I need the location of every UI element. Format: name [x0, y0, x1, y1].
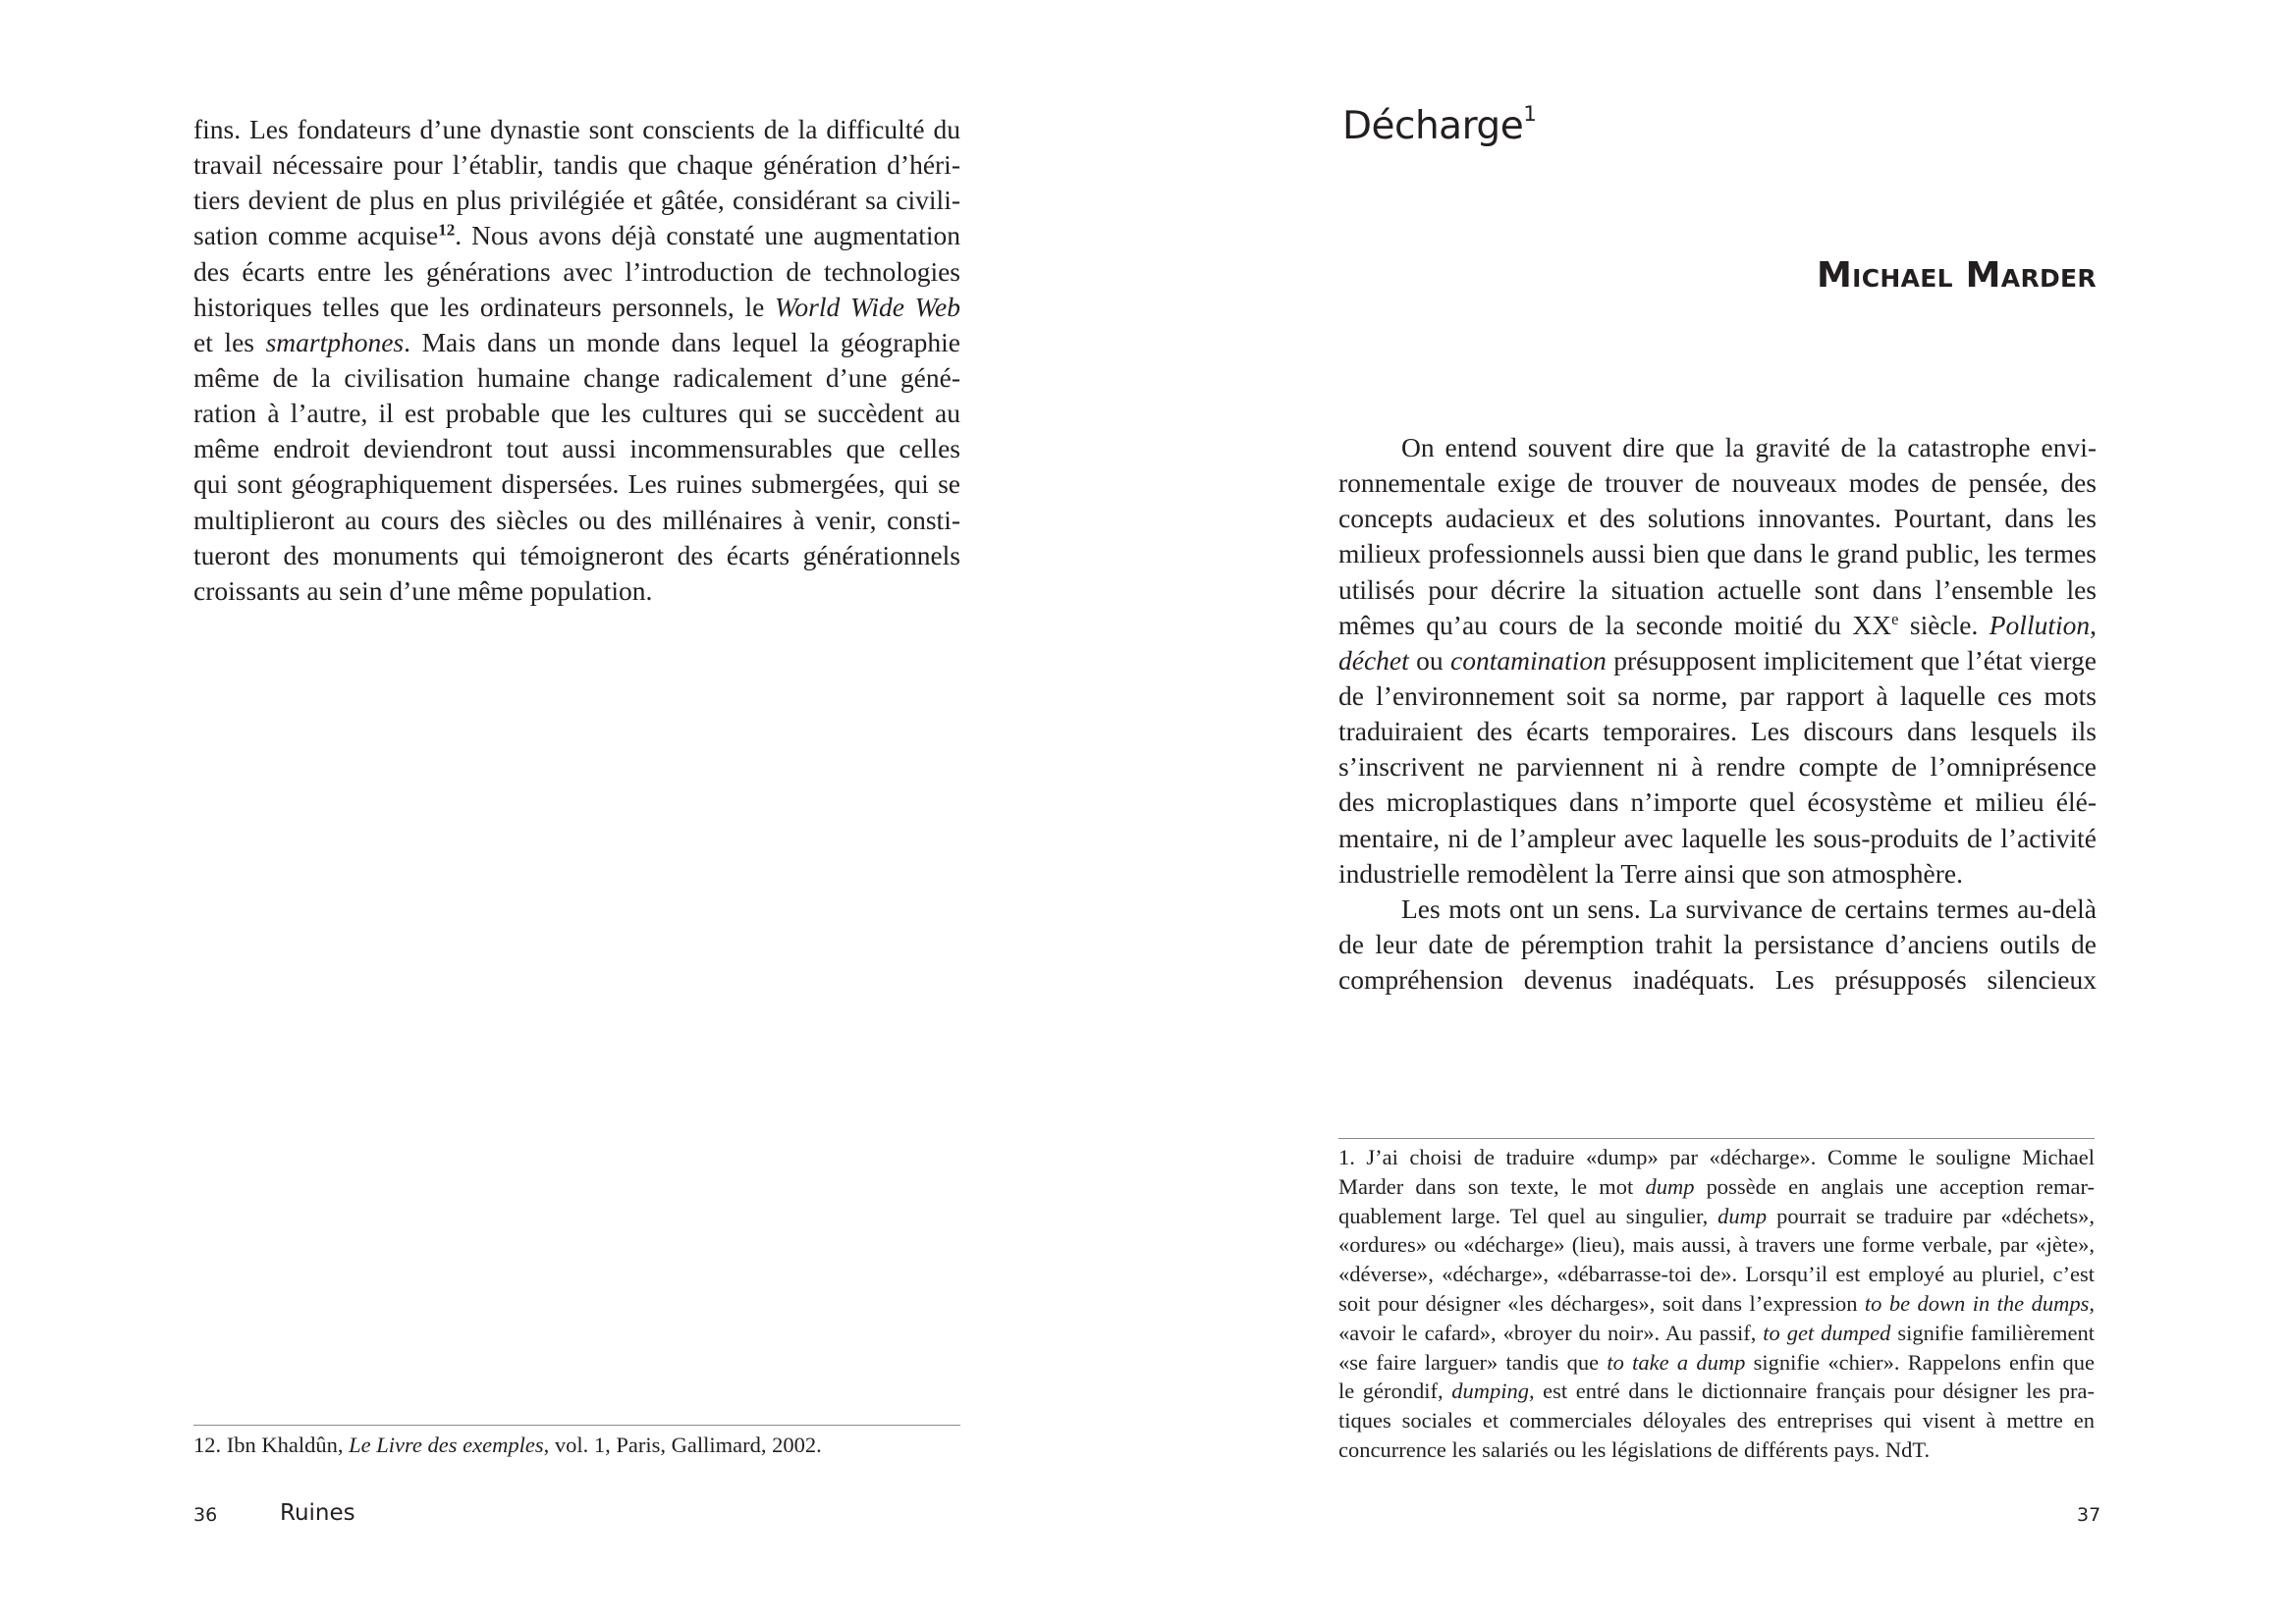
- page-number-right: 37: [2077, 1504, 2101, 1526]
- text-line: [193, 573, 960, 609]
- text-segment: ,: [2090, 609, 2097, 640]
- text-segment: ronnementale exige de trouver de nouveaux modes de pensée, des: [1338, 467, 2097, 499]
- text-segment: Marder dans son texte, le mot: [1338, 1173, 1646, 1199]
- text-segment: de leur date de péremption trahit la persistance d’anciens outils de: [1338, 928, 2097, 959]
- text-segment: présupposent implicitement que l’état vierge: [1606, 644, 2098, 676]
- right-body-text: [1338, 430, 2097, 998]
- text-line: [193, 466, 960, 502]
- text-segment: siècle.: [1898, 609, 1989, 640]
- text-segment: tiques sociales et commerciales déloyales des entreprises qui visent à mettre en: [1338, 1408, 2095, 1434]
- text-line: [193, 538, 960, 573]
- text-segment: est entré dans le dictionnaire français pour désigner les pra-: [1534, 1379, 2095, 1404]
- text-segment: 12. Ibn Khaldûn,: [193, 1433, 350, 1457]
- text-line: [1338, 1348, 2095, 1378]
- text-segment: le gérondif,: [1338, 1379, 1452, 1404]
- text-line: [1338, 927, 2097, 962]
- italic-text: World Wide Web: [775, 291, 960, 322]
- text-segment: signifie «chier». Rappelons enfin que: [1745, 1349, 2095, 1375]
- text-line: [1338, 501, 2097, 536]
- text-segment: «déverse», «décharge», «débarrasse-toi de». Lorsqu’il est employé au pluriel, c’est: [1338, 1262, 2095, 1287]
- text-segment: possède en anglais une acception remar-: [1694, 1173, 2095, 1199]
- text-segment: , vol. 1, Paris, Gallimard, 2002.: [543, 1433, 822, 1457]
- text-segment: industrielle remodèlent la Terre ainsi que son atmosphère.: [1338, 857, 1963, 889]
- italic-text: dump: [1645, 1173, 1695, 1199]
- text-segment: de l’environnement soit sa norme, par rapport à laquelle ces mots: [1338, 679, 2097, 711]
- text-line: [193, 147, 960, 183]
- text-line: [1338, 785, 2097, 820]
- superscript: e: [1891, 609, 1899, 628]
- text-segment: «avoir le cafard», «broyer du noir». Au passif,: [1338, 1320, 1764, 1345]
- text-segment: ration à l’autre, il est probable que les cultures qui se succèdent au: [193, 398, 960, 429]
- italic-text: to take a dump: [1607, 1349, 1746, 1375]
- text-line: [1338, 1260, 2095, 1289]
- running-head: Ruines: [280, 1500, 355, 1526]
- text-line: [193, 254, 960, 290]
- text-line: [193, 431, 960, 466]
- text-segment: tiers devient de plus en plus privilégiée et gâtée, considérant sa civili-: [193, 185, 960, 216]
- text-line: [193, 503, 960, 538]
- text-segment: signifie familièrement: [1890, 1320, 2095, 1345]
- text-segment: et les: [193, 326, 266, 357]
- text-line: [1338, 1230, 2095, 1260]
- text-segment: traduiraient des écarts temporaires. Les discours dans lesquels ils: [1338, 716, 2097, 747]
- text-segment: même endroit deviendront tout aussi incommensurables que celles: [193, 433, 960, 464]
- italic-text: Pollution: [1989, 609, 2091, 640]
- right-footnote-rule: [1338, 1138, 2095, 1139]
- text-line: [1338, 821, 2097, 856]
- text-segment: s’inscrivent ne parviennent ni à rendre compte de l’omniprésence: [1338, 751, 2097, 783]
- text-segment: travail nécessaire pour l’établir, tandis que chaque génération d’héri-: [193, 149, 960, 181]
- text-line: [193, 183, 960, 218]
- text-line: [1338, 678, 2097, 714]
- italic-text: dumping,: [1451, 1379, 1535, 1404]
- text-segment: Les mots ont un sens. La survivance de certains termes au-delà: [1401, 893, 2097, 924]
- text-line: [1338, 572, 2097, 608]
- text-segment: ou: [1408, 644, 1451, 676]
- left-footnote-rule: [193, 1425, 960, 1426]
- text-segment: «se faire larguer» tandis que: [1338, 1349, 1608, 1375]
- superscript: 12: [438, 221, 456, 241]
- text-segment: concepts audacieux et des solutions innovantes. Pourtant, dans les: [1338, 503, 2097, 534]
- italic-text: Le Livre des exemples: [349, 1433, 544, 1457]
- text-segment: qui sont géographiquement dispersées. Les ruines submergées, qui se: [193, 468, 960, 500]
- page-number-left: 36: [193, 1504, 218, 1526]
- text-segment: tueront des monuments qui témoigneront des écarts générationnels: [193, 539, 960, 570]
- text-line: [1338, 465, 2097, 501]
- text-line: [1338, 892, 2097, 927]
- text-segment: fins. Les fondateurs d’une dynastie sont conscients de la difficulté du: [193, 114, 960, 144]
- left-footnote: [193, 1431, 960, 1460]
- text-line: [1338, 643, 2097, 678]
- text-line: [1338, 536, 2097, 571]
- text-line: [1338, 1289, 2095, 1319]
- text-segment: utilisés pour décrire la situation actuelle sont dans l’ensemble les: [1338, 573, 2097, 605]
- chapter-title: [1342, 101, 1537, 148]
- text-segment: concurrence les salariés ou les législations de différents pays. NdT.: [1338, 1436, 1931, 1462]
- text-segment: «ordures» ou «décharge» (lieu), mais aussi, à travers une forme verbale, par «jète»,: [1338, 1232, 2095, 1258]
- text-line: [1338, 1435, 2095, 1465]
- text-line: [193, 360, 960, 396]
- text-segment: des écarts entre les générations avec l’introduction de technologies: [193, 255, 960, 287]
- left-body-text: [193, 112, 960, 609]
- text-segment: des microplastiques dans n’importe quel écosystème et milieu élé-: [1338, 786, 2097, 818]
- text-line: [1338, 1377, 2095, 1406]
- text-line: [193, 290, 960, 325]
- text-segment: 1. J’ai choisi de traduire «dump» par «décharge». Comme le souligne Michael: [1338, 1145, 2095, 1169]
- text-segment: mêmes qu’au cours de la seconde moitié du XX: [1338, 609, 1892, 640]
- chapter-author: Michael Marder: [1817, 255, 2097, 296]
- right-footnote: [1338, 1143, 2095, 1465]
- right-page: [1144, 0, 2289, 1624]
- chapter-title-text: Décharge: [1342, 104, 1524, 148]
- text-segment: même de la civilisation humaine change radicalement d’une géné-: [193, 361, 960, 393]
- text-segment: croissants au sein d’une même population.: [193, 574, 653, 606]
- text-line: [193, 325, 960, 360]
- text-segment: sation comme acquise: [193, 220, 439, 251]
- text-segment: . Nous avons déjà constaté une augmentation: [455, 220, 960, 251]
- text-segment: soit pour désigner «les décharges», soit dans l’expression: [1338, 1290, 1865, 1316]
- text-segment: . Mais dans un monde dans lequel la géographie: [404, 326, 960, 357]
- italic-text: smartphones: [265, 326, 405, 357]
- text-line: [193, 218, 960, 253]
- title-footnote-marker: 1: [1523, 101, 1537, 127]
- text-line: [1338, 608, 2097, 643]
- italic-text: contamination: [1450, 644, 1607, 676]
- text-segment: milieux professionnels aussi bien que dans le grand public, les termes: [1338, 538, 2097, 569]
- text-line: [193, 396, 960, 431]
- text-line: [1338, 749, 2097, 785]
- text-segment: multiplieront au cours des siècles ou des millénaires à venir, consti-: [193, 504, 960, 535]
- text-line: [1338, 1406, 2095, 1435]
- left-page: [0, 0, 1144, 1624]
- text-line: [1338, 1143, 2095, 1172]
- italic-text: déchet: [1338, 644, 1409, 676]
- text-segment: ,: [2089, 1290, 2095, 1316]
- text-line: [193, 112, 960, 147]
- italic-text: to be down in the dumps: [1864, 1290, 2090, 1316]
- text-line: [1338, 714, 2097, 749]
- text-line: [1338, 1172, 2095, 1202]
- text-line: [1338, 962, 2097, 998]
- text-line: [1338, 430, 2097, 465]
- italic-text: dump: [1717, 1203, 1768, 1228]
- text-segment: compréhension devenus inadéquats. Les présupposés silencieux: [1338, 964, 2097, 996]
- text-segment: mentaire, ni de l’ampleur avec laquelle les sous-produits de l’activité: [1338, 822, 2097, 853]
- text-line: [1338, 856, 2097, 892]
- italic-text: to get dumped: [1763, 1320, 1891, 1345]
- text-segment: On entend souvent dire que la gravité de la catastrophe envi-: [1401, 432, 2097, 462]
- text-segment: pourrait se traduire par «déchets»,: [1767, 1203, 2096, 1228]
- text-line: [193, 1431, 960, 1460]
- text-segment: historiques telles que les ordinateurs personnels, le: [193, 291, 776, 322]
- text-segment: quablement large. Tel quel au singulier,: [1338, 1203, 1718, 1228]
- text-line: [1338, 1319, 2095, 1348]
- text-line: [1338, 1202, 2095, 1231]
